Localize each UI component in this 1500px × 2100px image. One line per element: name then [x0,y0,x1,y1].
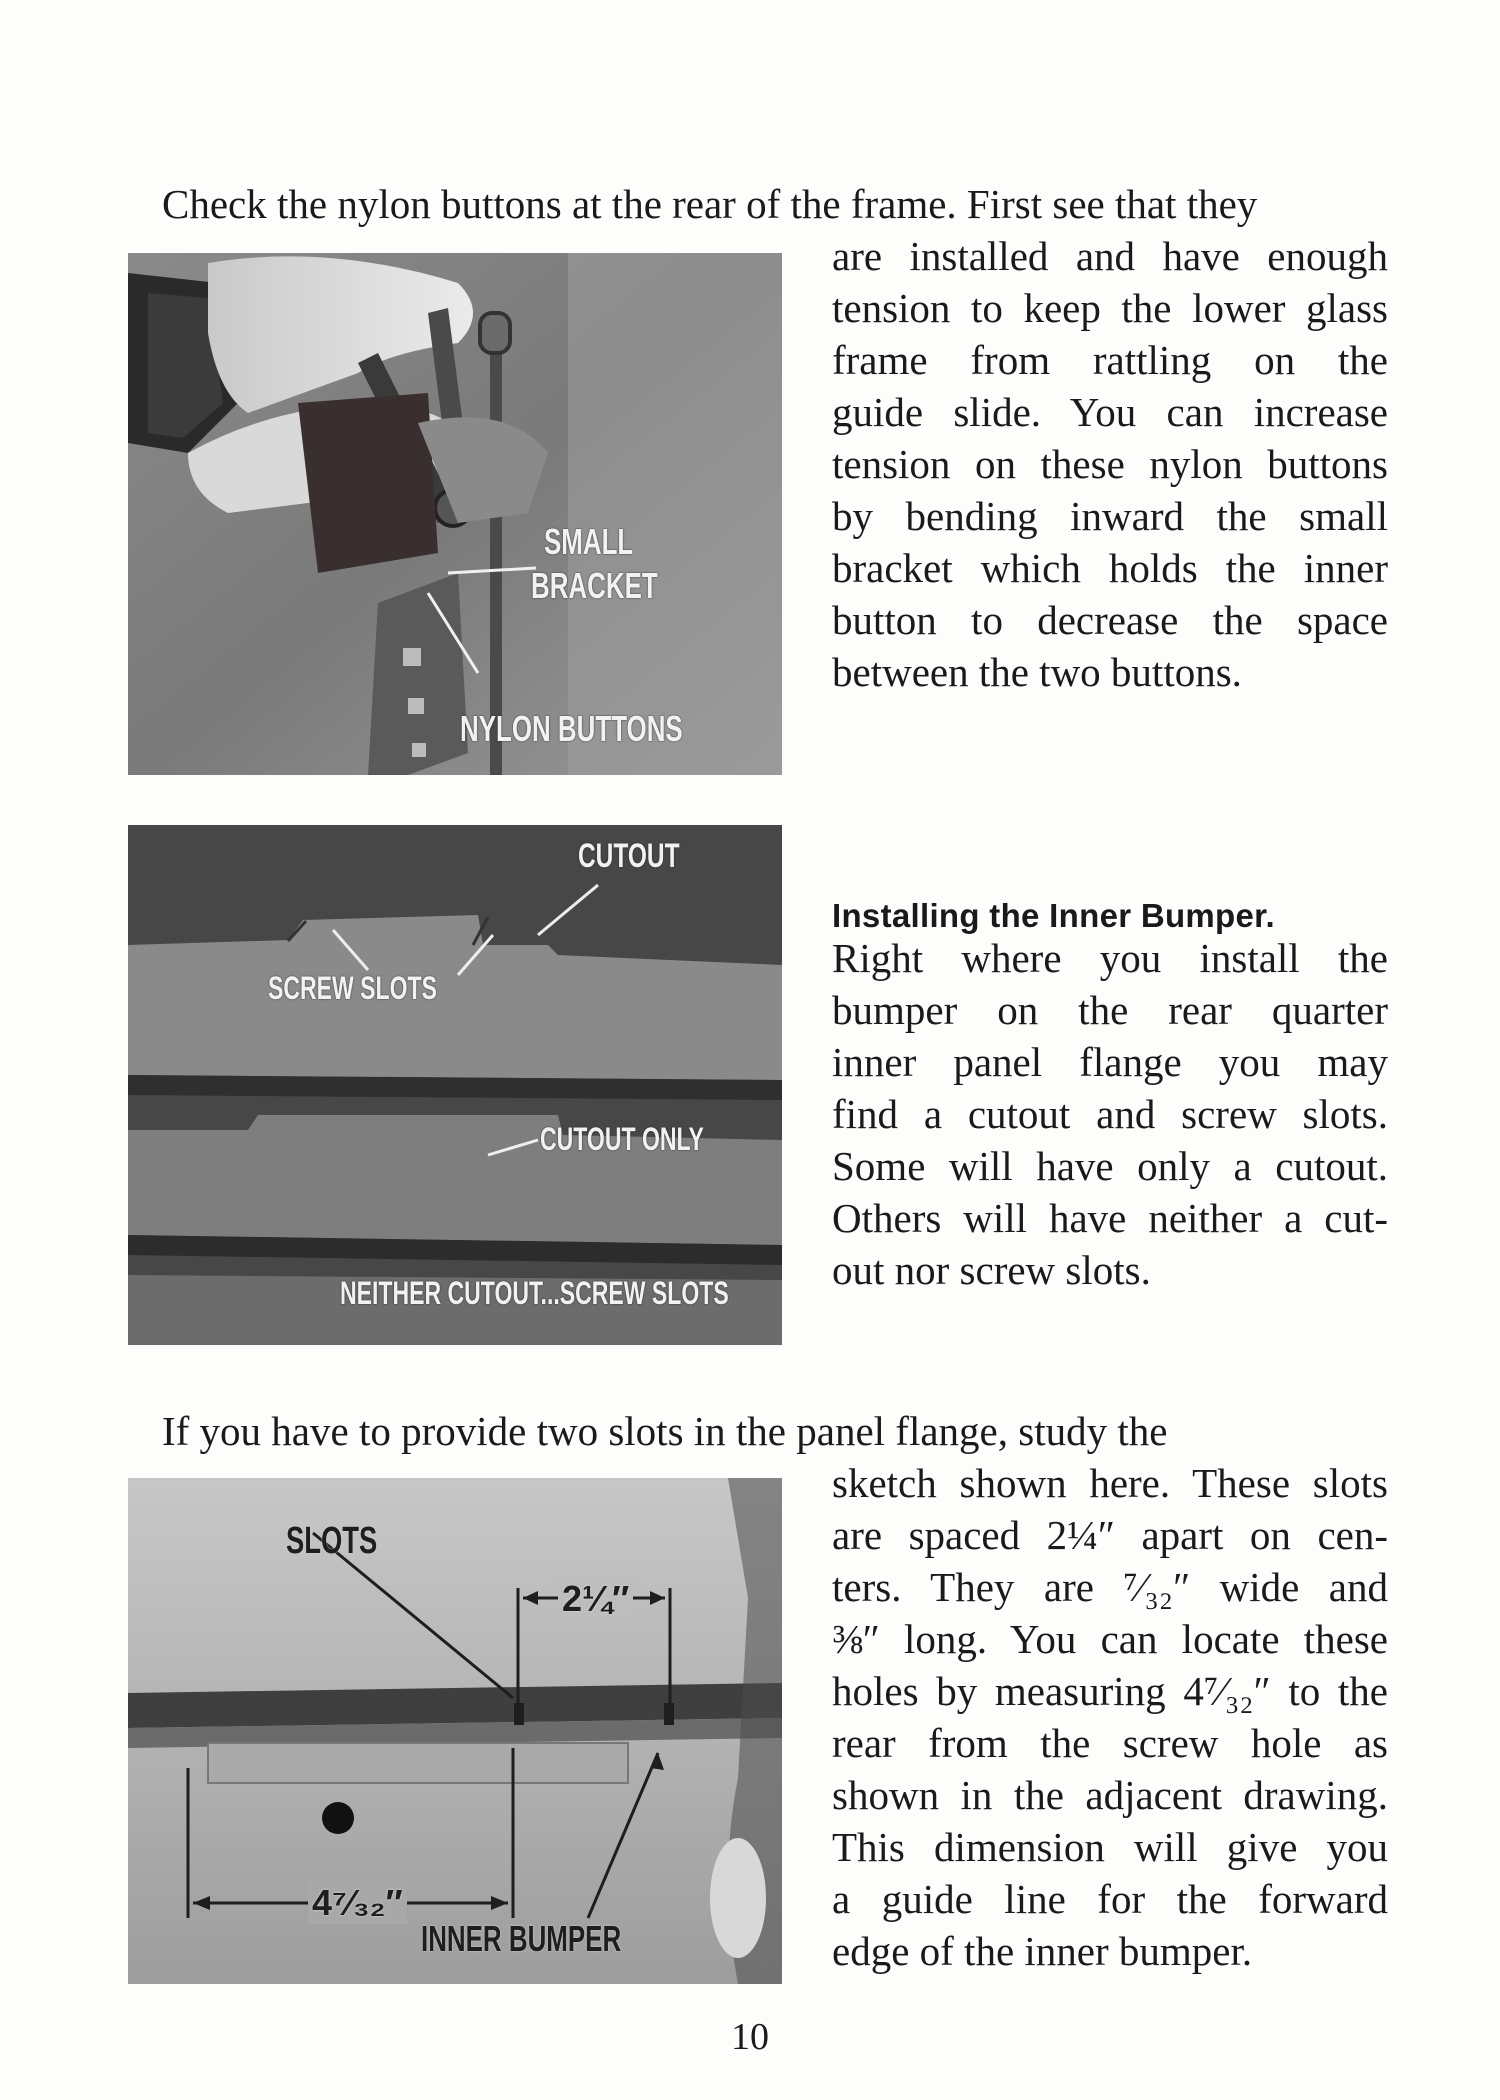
label-small: SMALL [544,521,634,562]
section2-line-6: Others will have neither a cut- [832,1195,1388,1241]
label-measure: 4⁷⁄₃₂″ [308,1882,407,1924]
section2-line-7: out nor screw slots. [832,1247,1151,1293]
photo-nylon-buttons-artwork [128,253,782,775]
section2-line-4: find a cutout and screw slots. [832,1091,1388,1137]
section3-line-1: sketch shown here. These slots [832,1460,1388,1506]
section3-line-7: shown in the adjacent drawing. [832,1772,1388,1818]
photo-nylon-buttons [128,253,782,775]
label-bracket: BRACKET [531,565,658,606]
section1-line-7: bracket which holds the inner [832,545,1388,591]
photo-slot-sketch-artwork [128,1478,782,1984]
section1-line-1: are installed and have enough [832,233,1388,279]
label-neither: NEITHER CUTOUT...SCREW SLOTS [340,1275,729,1311]
section1-line-6: by bending inward the small [832,493,1388,539]
section3-line-8: This dimension will give you [832,1824,1388,1870]
section3-line-10: edge of the inner bumper. [832,1928,1253,1974]
label-inner-bumper: INNER BUMPER [421,1918,622,1959]
section3-line-9: a guide line for the forward [832,1876,1388,1922]
section3-line-2: are spaced 2¼″ apart on cen- [832,1512,1388,1558]
section1-line-5: tension on these nylon buttons [832,441,1388,487]
section2-line-2: bumper on the rear quarter [832,987,1388,1033]
label-nylon-buttons: NYLON BUTTONS [460,708,683,749]
section3-line-3: ters. They are ⁷⁄₃₂″ wide and [832,1564,1388,1610]
label-screw-slots: SCREW SLOTS [268,970,437,1006]
section1-line-2: tension to keep the lower glass [832,285,1388,331]
section1-line-9: between the two buttons. [832,649,1242,695]
photo-cutouts-artwork [128,825,782,1345]
photo-slot-sketch [128,1478,782,1984]
section2-heading: Installing the Inner Bumper. [832,897,1275,934]
section1-lead-line: Check the nylon buttons at the rear of the frame. First see that they [162,181,1258,227]
label-slots: SLOTS [286,1520,378,1562]
section3-lead-line: If you have to provide two slots in the panel flange, study the [162,1408,1168,1454]
section1-line-8: button to decrease the space [832,597,1388,643]
section2-line-5: Some will have only a cutout. [832,1143,1388,1189]
label-cutout-only: CUTOUT ONLY [540,1121,704,1157]
section3-line-5: holes by measuring 4⁷⁄₃₂″ to the [832,1668,1388,1714]
section2-line-1: Right where you install the [832,935,1388,981]
label-cutout: CUTOUT [578,837,680,875]
section1-line-3: frame from rattling on the [832,337,1388,383]
photo-inner-bumper-cutouts [128,825,782,1345]
section2-line-3: inner panel flange you may [832,1039,1388,1085]
section3-line-4: ⅜″ long. You can locate these [832,1616,1388,1662]
label-spacing: 2¼″ [558,1578,633,1620]
section1-line-4: guide slide. You can increase [832,389,1388,435]
page-number: 10 [731,2016,769,2058]
section3-line-6: rear from the screw hole as [832,1720,1388,1766]
